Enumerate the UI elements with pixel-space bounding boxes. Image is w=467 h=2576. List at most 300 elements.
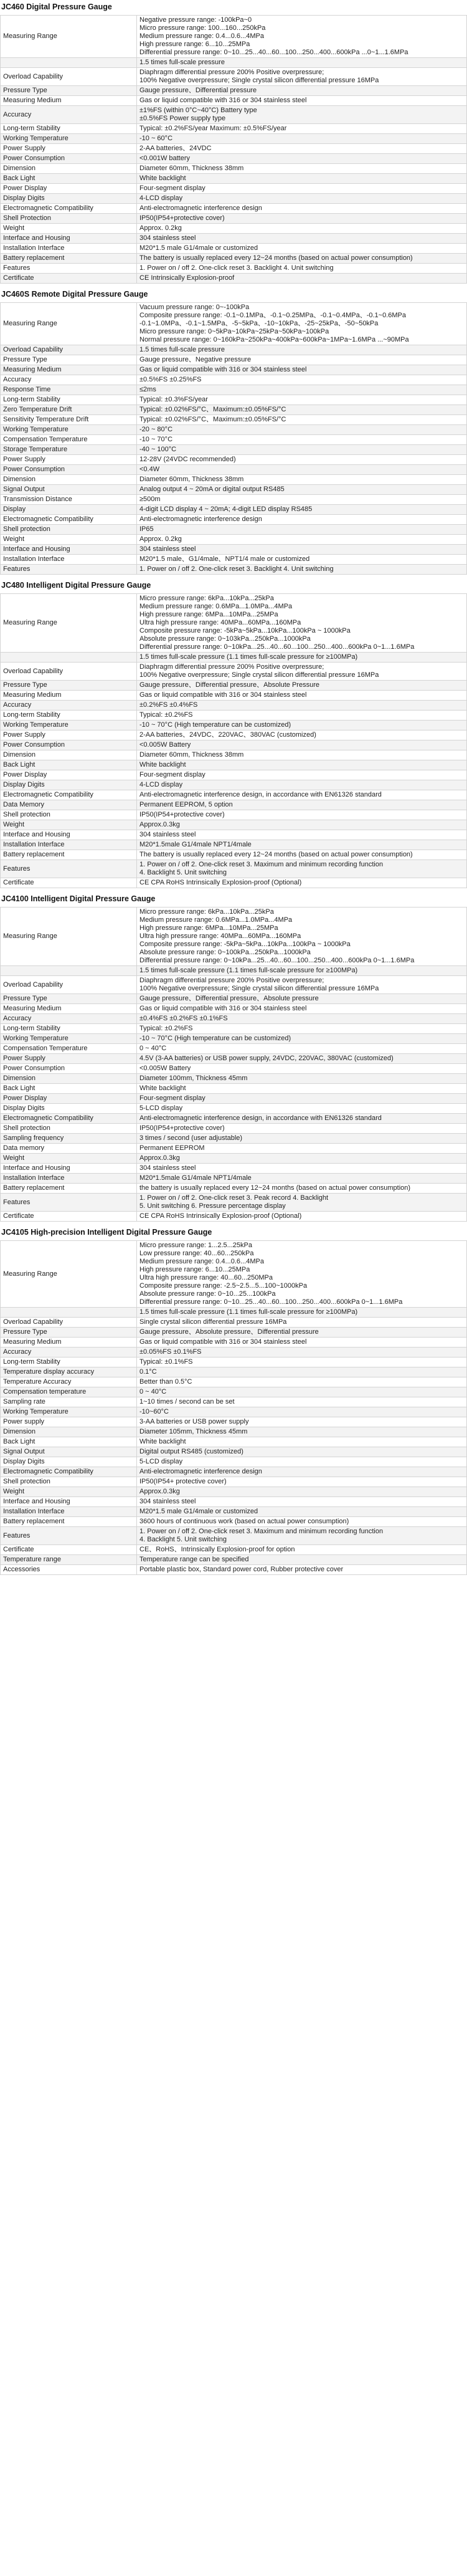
spec-row: [1, 1212, 467, 1222]
spec-row: [1, 68, 467, 86]
section-title: JC4105 High-precision Intelligent Digital Pressure Gauge: [1, 1228, 212, 1237]
spec-label: Power Display: [1, 184, 137, 194]
spec-label: Features: [1, 1527, 137, 1545]
spec-label: Interface and Housing: [1, 830, 137, 840]
spec-row: [1, 1194, 467, 1212]
spec-value: 1.5 times full-scale pressure (1.1 times full-scale pressure for ≥100MPa): [137, 1308, 467, 1318]
spec-label: Signal Output: [1, 1447, 137, 1457]
spec-label: Accuracy: [1, 701, 137, 711]
spec-value: Gas or liquid compatible with 316 or 304 stainless steel: [137, 365, 467, 375]
spec-value: Four-segment display: [137, 1094, 467, 1104]
spec-row: [1, 174, 467, 184]
spec-row: [1, 1241, 467, 1308]
spec-label: Weight: [1, 1487, 137, 1497]
spec-row: [1, 345, 467, 355]
spec-value: Typical: ±0.1%FS: [137, 1357, 467, 1367]
spec-value: Typical: ±0.02%FS/°C、Maximum:±0.05%FS/°C: [137, 405, 467, 415]
spec-value: Permanent EEPROM, 5 option: [137, 800, 467, 810]
spec-label: Display: [1, 505, 137, 515]
spec-value: 1.5 times full-scale pressure (1.1 times full-scale pressure for ≥100MPa): [137, 653, 467, 663]
spec-row: [1, 594, 467, 653]
spec-value: Anti-electromagnetic interference design: [137, 515, 467, 525]
spec-row: [1, 1308, 467, 1318]
spec-row: [1, 1104, 467, 1114]
spec-value: White backlight: [137, 174, 467, 184]
spec-row: [1, 515, 467, 525]
spec-label: Accuracy: [1, 106, 137, 124]
spec-label: Compensation Temperature: [1, 1044, 137, 1054]
spec-row: [1, 1487, 467, 1497]
spec-label: Power Consumption: [1, 740, 137, 750]
spec-value: Typical: ±0.2%FS/year Maximum: ±0.5%FS/year: [137, 124, 467, 134]
spec-value: 0 ~ 40°C: [137, 1044, 467, 1054]
spec-row: [1, 485, 467, 495]
spec-row: [1, 1407, 467, 1417]
spec-value: Anti-electromagnetic interference design, in accordance with EN61326 standard: [137, 1114, 467, 1124]
spec-value: <0.4W: [137, 465, 467, 475]
spec-table: [0, 1240, 467, 1575]
spec-row: [1, 860, 467, 878]
spec-label: Power Supply: [1, 455, 137, 465]
spec-label: Features: [1, 860, 137, 878]
spec-label: Battery replacement: [1, 850, 137, 860]
spec-value: Typical: ±0.3%FS/year: [137, 395, 467, 405]
spec-value: Micro pressure range: 6kPa...10kPa...25kPa Medium pressure range: 0.6MPa...1.0MPa...4MPa High pressure range: 6MPa...10MPa...25MPa Ultra high pressure range: 40MPa...60MPa...160MPa Composite pressure range: -5kPa~5kPa...10kPa...100kPa ~ 1000kPa Absolute pressure range: 0~103kPa...250kPa...1000kPa Differential pressure range: 0~10kPa...25...40...60...100...250...400...600kPa 0~1...1.6MPa: [137, 594, 467, 653]
spec-label: Power Supply: [1, 730, 137, 740]
section-title: JC460 Digital Pressure Gauge: [1, 2, 112, 11]
spec-value: Anti-electromagnetic interference design: [137, 204, 467, 214]
spec-value: 304 stainless steel: [137, 234, 467, 244]
spec-row: [1, 711, 467, 721]
spec-label: Measuring Range: [1, 594, 137, 653]
spec-label: Working Temperature: [1, 1407, 137, 1417]
spec-row: [1, 1338, 467, 1348]
spec-row: [1, 1328, 467, 1338]
spec-value: 2-AA batteries、24VDC: [137, 144, 467, 154]
spec-label: Dimension: [1, 750, 137, 760]
spec-row: [1, 1024, 467, 1034]
spec-value: Portable plastic box, Standard power cord, Rubber protective cover: [137, 1565, 467, 1575]
spec-value: 1. Power on / off 2. One-click reset 3. Maximum and minimum recording function 4. Backlight 5. Unit switching: [137, 1527, 467, 1545]
spec-value: 0 ~ 40°C: [137, 1387, 467, 1397]
spec-row: [1, 555, 467, 565]
spec-label: Power Supply: [1, 144, 137, 154]
spec-label: Display Digits: [1, 780, 137, 790]
spec-label: Accuracy: [1, 375, 137, 385]
spec-value: IP50(IP54+ protective cover): [137, 1477, 467, 1487]
spec-value: Gas or liquid compatible with 316 or 304 stainless steel: [137, 1338, 467, 1348]
spec-row: [1, 840, 467, 850]
spec-row: [1, 1124, 467, 1134]
spec-value: Gas or liquid compatible with 316 or 304 stainless steel: [137, 691, 467, 701]
spec-value: Diameter 105mm, Thickness 45mm: [137, 1427, 467, 1437]
spec-row: [1, 1497, 467, 1507]
spec-row: [1, 750, 467, 760]
spec-label: Weight: [1, 820, 137, 830]
spec-row: [1, 1517, 467, 1527]
spec-row: [1, 465, 467, 475]
spec-row: [1, 565, 467, 575]
spec-section: [0, 287, 467, 575]
spec-row: [1, 691, 467, 701]
spec-label: Working Temperature: [1, 721, 137, 730]
spec-value: Four-segment display: [137, 184, 467, 194]
spec-label: [1, 966, 137, 976]
spec-row: [1, 790, 467, 800]
spec-row: [1, 475, 467, 485]
spec-label: Electromagnetic Compatibility: [1, 204, 137, 214]
spec-label: Measuring Range: [1, 1241, 137, 1308]
spec-value: Negative pressure range: -100kPa~0 Micro pressure range: 100...160...250kPa Medium pressure range: 0.4...0.6...4MPa High pressure range: 6...10...25MPa Differential pressure range: 0~10...25...40...60...100...250...400...600kPa ...0~1...1.6MPa: [137, 16, 467, 58]
spec-row: [1, 701, 467, 711]
spec-label: Working Temperature: [1, 134, 137, 144]
spec-value: Approx.0.3kg: [137, 820, 467, 830]
spec-row: [1, 994, 467, 1004]
spec-row: [1, 355, 467, 365]
section-title: JC480 Intelligent Digital Pressure Gauge: [1, 581, 151, 590]
spec-row: [1, 545, 467, 555]
spec-row: [1, 1427, 467, 1437]
spec-label: Signal Output: [1, 485, 137, 495]
spec-label: Interface and Housing: [1, 1497, 137, 1507]
spec-label: Temperature Accuracy: [1, 1377, 137, 1387]
spec-value: Gauge pressure、Absolute pressure、Differential pressure: [137, 1328, 467, 1338]
spec-value: Typical: ±0.02%FS/°C、Maximum:±0.05%FS/°C: [137, 415, 467, 425]
spec-label: Accuracy: [1, 1014, 137, 1024]
spec-row: [1, 204, 467, 214]
spec-label: Long-term Stability: [1, 1024, 137, 1034]
spec-label: Power Consumption: [1, 1064, 137, 1074]
spec-label: Power Display: [1, 1094, 137, 1104]
spec-label: Dimension: [1, 475, 137, 485]
spec-label: [1, 58, 137, 68]
spec-value: Approx.0.3kg: [137, 1487, 467, 1497]
spec-table: [0, 302, 467, 575]
spec-row: [1, 663, 467, 681]
spec-row: [1, 1357, 467, 1367]
spec-value: -10 ~ 70°C: [137, 435, 467, 445]
spec-row: [1, 194, 467, 204]
spec-value: 0.1°C: [137, 1367, 467, 1377]
spec-label: Installation Interface: [1, 244, 137, 254]
spec-row: [1, 1014, 467, 1024]
section-title: JC460S Remote Digital Pressure Gauge: [1, 290, 148, 299]
spec-row: [1, 1054, 467, 1064]
spec-row: [1, 303, 467, 345]
spec-row: [1, 505, 467, 515]
spec-row: [1, 274, 467, 284]
spec-row: [1, 878, 467, 888]
spec-value: 1.5 times full-scale pressure: [137, 58, 467, 68]
spec-row: [1, 1084, 467, 1094]
spec-value: Digital output RS485 (customized): [137, 1447, 467, 1457]
spec-value: -20 ~ 80°C: [137, 425, 467, 435]
spec-value: 12-28V (24VDC recommended): [137, 455, 467, 465]
spec-label: Long-term Stability: [1, 711, 137, 721]
spec-row: [1, 425, 467, 435]
spec-row: [1, 1367, 467, 1377]
spec-value: <0.001W battery: [137, 154, 467, 164]
spec-label: Overload Capability: [1, 1318, 137, 1328]
spec-row: [1, 385, 467, 395]
spec-row: [1, 234, 467, 244]
spec-value: M20*1.5 male、G1/4male、NPT1/4 male or customized: [137, 555, 467, 565]
spec-row: [1, 405, 467, 415]
spec-label: Interface and Housing: [1, 545, 137, 555]
spec-row: [1, 1555, 467, 1565]
spec-label: Display Digits: [1, 1457, 137, 1467]
spec-label: Back Light: [1, 760, 137, 770]
spec-label: Pressure Type: [1, 681, 137, 691]
spec-label: Pressure Type: [1, 86, 137, 96]
spec-section: [0, 0, 467, 284]
spec-label: Back Light: [1, 1084, 137, 1094]
spec-row: [1, 1184, 467, 1194]
spec-value: 4-LCD display: [137, 194, 467, 204]
spec-label: Long-term Stability: [1, 395, 137, 405]
spec-row: [1, 1417, 467, 1427]
spec-row: [1, 850, 467, 860]
spec-row: [1, 1457, 467, 1467]
spec-value: White backlight: [137, 1437, 467, 1447]
spec-value: Analog output 4 ~ 20mA or digital output RS485: [137, 485, 467, 495]
spec-row: [1, 740, 467, 750]
spec-label: Installation Interface: [1, 555, 137, 565]
spec-row: [1, 1064, 467, 1074]
spec-row: [1, 445, 467, 455]
spec-value: Diameter 60mm, Thickness 38mm: [137, 164, 467, 174]
spec-row: [1, 1527, 467, 1545]
spec-row: [1, 1004, 467, 1014]
spec-row: [1, 681, 467, 691]
spec-value: Gas or liquid compatible with 316 or 304 stainless steel: [137, 96, 467, 106]
spec-row: [1, 770, 467, 780]
spec-label: Certificate: [1, 274, 137, 284]
spec-value: 1.5 times full-scale pressure (1.1 times full-scale pressure for ≥100MPa): [137, 966, 467, 976]
spec-label: Overload Capability: [1, 68, 137, 86]
spec-value: Anti-electromagnetic interference design, in accordance with EN61326 standard: [137, 790, 467, 800]
spec-row: [1, 1074, 467, 1084]
spec-row: [1, 721, 467, 730]
spec-value: Gauge pressure、Differential pressure、Absolute Pressure: [137, 681, 467, 691]
spec-value: Permanent EEPROM: [137, 1144, 467, 1154]
spec-value: Gas or liquid compatible with 316 or 304 stainless steel: [137, 1004, 467, 1014]
spec-row: [1, 907, 467, 966]
spec-row: [1, 154, 467, 164]
spec-label: Sampling frequency: [1, 1134, 137, 1144]
spec-row: [1, 1565, 467, 1575]
spec-value: -10 ~ 70°C (High temperature can be customized): [137, 721, 467, 730]
spec-row: [1, 1507, 467, 1517]
spec-label: Measuring Medium: [1, 96, 137, 106]
spec-label: Overload Capability: [1, 345, 137, 355]
spec-label: Power Consumption: [1, 465, 137, 475]
spec-label: Accessories: [1, 1565, 137, 1575]
spec-row: [1, 124, 467, 134]
spec-value: M20*1.5 male G1/4male or customized: [137, 1507, 467, 1517]
spec-label: Measuring Medium: [1, 691, 137, 701]
spec-value: M20*1.5male G1/4male NPT1/4male: [137, 840, 467, 850]
spec-label: Certificate: [1, 878, 137, 888]
spec-value: ≤2ms: [137, 385, 467, 395]
spec-label: Back Light: [1, 174, 137, 184]
spec-label: Power Consumption: [1, 154, 137, 164]
spec-value: 304 stainless steel: [137, 1164, 467, 1174]
spec-label: Dimension: [1, 164, 137, 174]
spec-row: [1, 653, 467, 663]
spec-label: Shell Protection: [1, 214, 137, 224]
spec-value: Better than 0.5°C: [137, 1377, 467, 1387]
spec-value: Diameter 60mm, Thickness 38mm: [137, 750, 467, 760]
spec-row: [1, 1348, 467, 1357]
spec-label: Power Display: [1, 770, 137, 780]
spec-label: Data Memory: [1, 800, 137, 810]
spec-label: Compensation Temperature: [1, 435, 137, 445]
spec-value: Approx.0.3kg: [137, 1154, 467, 1164]
spec-label: Sensitivity Temperature Drift: [1, 415, 137, 425]
spec-label: Weight: [1, 224, 137, 234]
spec-section: [0, 578, 467, 888]
spec-value: 2-AA batteries、24VDC、220VAC、380VAC (customized): [137, 730, 467, 740]
spec-value: Gauge pressure、Differential pressure: [137, 86, 467, 96]
spec-value: 304 stainless steel: [137, 1497, 467, 1507]
spec-value: 1. Power on / off 2. One-click reset 3. Backlight 4. Unit switching: [137, 565, 467, 575]
spec-label: Battery replacement: [1, 254, 137, 264]
spec-row: [1, 1397, 467, 1407]
spec-value: <0.005W Battery: [137, 740, 467, 750]
spec-label: Interface and Housing: [1, 234, 137, 244]
spec-label: Pressure Type: [1, 994, 137, 1004]
spec-row: [1, 525, 467, 535]
spec-value: 4-LCD display: [137, 780, 467, 790]
spec-row: [1, 976, 467, 994]
spec-value: Diameter 100mm, Thickness 45mm: [137, 1074, 467, 1084]
spec-value: ±0.2%FS ±0.4%FS: [137, 701, 467, 711]
spec-label: Data memory: [1, 1144, 137, 1154]
spec-label: Installation Interface: [1, 1507, 137, 1517]
spec-label: Measuring Range: [1, 303, 137, 345]
spec-value: 304 stainless steel: [137, 545, 467, 555]
spec-label: Shell protection: [1, 1477, 137, 1487]
spec-label: Measuring Range: [1, 907, 137, 966]
spec-value: CE CPA RoHS Intrinsically Explosion-proof (Optional): [137, 1212, 467, 1222]
spec-value: -10 ~ 70°C (High temperature can be customized): [137, 1034, 467, 1044]
spec-value: Micro pressure range: 6kPa...10kPa...25kPa Medium pressure range: 0.6MPa...1.0MPa...4MPa High pressure range: 6MPa...10MPa...25MPa Ultra high pressure range: 40MPa...60MPa...160MPa Composite pressure range: -5kPa~5kPa...10kPa...100kPa ~ 1000kPa Absolute pressure range: 0~100kPa...250kPa...1000kPa Differential pressure range: 0~10kPa...25...40...60...100...250...400...600kPa 0~1...1.6MPa: [137, 907, 467, 966]
spec-label: Back Light: [1, 1437, 137, 1447]
spec-label: Features: [1, 1194, 137, 1212]
spec-value: Gauge pressure、Negative pressure: [137, 355, 467, 365]
spec-table: [0, 15, 467, 284]
spec-row: [1, 780, 467, 790]
spec-row: [1, 244, 467, 254]
spec-row: [1, 966, 467, 976]
spec-row: [1, 16, 467, 58]
spec-label: Certificate: [1, 1545, 137, 1555]
spec-label: Features: [1, 264, 137, 274]
spec-table: [0, 907, 467, 1222]
spec-row: [1, 375, 467, 385]
spec-value: Vacuum pressure range: 0~-100kPa Composite pressure range: -0.1~0.1MPa、-0.1~0.25MPa、-0.1~0.4MPa、-0.1~0.6MPa -0.1~1.0MPa、-0.1~1.5MPa、-5~5kPa、-10~10kPa、-25~25kPa、-50~50kPa Micro pressure range: 0~5kPa~10kPa~25kPa~50kPa~100kPa Normal pressure range: 0~160kPa~250kPa~400kPa~600kPa~1MPa~1.6MPa ...~90MPa: [137, 303, 467, 345]
spec-label: Storage Temperature: [1, 445, 137, 455]
spec-table: [0, 593, 467, 888]
spec-value: The battery is usually replaced every 12~24 months (based on actual power consumption): [137, 254, 467, 264]
spec-label: Power Supply: [1, 1054, 137, 1064]
spec-label: Electromagnetic Compatibility: [1, 515, 137, 525]
spec-value: Single crystal silicon differential pressure 16MPa: [137, 1318, 467, 1328]
spec-row: [1, 760, 467, 770]
spec-section: [0, 1225, 467, 1575]
spec-row: [1, 1387, 467, 1397]
spec-label: [1, 653, 137, 663]
spec-label: Battery replacement: [1, 1184, 137, 1194]
spec-value: IP50(IP54+protective cover): [137, 214, 467, 224]
spec-row: [1, 830, 467, 840]
spec-value: CE CPA RoHS Intrinsically Explosion-proof (Optional): [137, 878, 467, 888]
spec-row: [1, 184, 467, 194]
spec-value: 3 times / second (user adjustable): [137, 1134, 467, 1144]
spec-label: Sampling rate: [1, 1397, 137, 1407]
spec-row: [1, 1467, 467, 1477]
spec-row: [1, 365, 467, 375]
spec-row: [1, 1377, 467, 1387]
spec-row: [1, 58, 467, 68]
spec-value: 5-LCD display: [137, 1457, 467, 1467]
spec-value: Typical: ±0.2%FS: [137, 1024, 467, 1034]
spec-label: Working Temperature: [1, 425, 137, 435]
spec-value: 1.5 times full-scale pressure: [137, 345, 467, 355]
spec-label: Shell protection: [1, 525, 137, 535]
spec-row: [1, 134, 467, 144]
spec-value: IP50(IP54+protective cover): [137, 810, 467, 820]
spec-row: [1, 1447, 467, 1457]
spec-row: [1, 214, 467, 224]
spec-label: Overload Capability: [1, 976, 137, 994]
spec-value: <0.005W Battery: [137, 1064, 467, 1074]
spec-value: Typical: ±0.2%FS: [137, 711, 467, 721]
spec-value: 3-AA batteries or USB power supply: [137, 1417, 467, 1427]
spec-row: [1, 1144, 467, 1154]
spec-value: the battery is usually replaced every 12~24 months (based on actual power consumption): [137, 1184, 467, 1194]
spec-row: [1, 455, 467, 465]
spec-value: CE、RoHS、Intrinsically Explosion-proof for option: [137, 1545, 467, 1555]
spec-label: Certificate: [1, 1212, 137, 1222]
spec-row: [1, 415, 467, 425]
spec-label: Weight: [1, 535, 137, 545]
spec-label: Electromagnetic Compatibility: [1, 790, 137, 800]
spec-value: 4.5V (3-AA batteries) or USB power supply, 24VDC, 220VAC, 380VAC (customized): [137, 1054, 467, 1064]
spec-value: Diameter 60mm, Thickness 38mm: [137, 475, 467, 485]
spec-row: [1, 1114, 467, 1124]
spec-value: ±0.4%FS ±0.2%FS ±0.1%FS: [137, 1014, 467, 1024]
spec-label: Temperature range: [1, 1555, 137, 1565]
spec-row: [1, 395, 467, 405]
spec-value: IP65: [137, 525, 467, 535]
spec-label: Measuring Medium: [1, 365, 137, 375]
spec-value: Gauge pressure、Differential pressure、Absolute pressure: [137, 994, 467, 1004]
spec-value: ≥500m: [137, 495, 467, 505]
spec-label: Shell protection: [1, 810, 137, 820]
spec-value: 1. Power on / off 2. One-click reset 3. Maximum and minimum recording function 4. Backlight 5. Unit switching: [137, 860, 467, 878]
spec-value: Approx. 0.2kg: [137, 535, 467, 545]
spec-value: IP50(IP54+protective cover): [137, 1124, 467, 1134]
spec-label: Measuring Range: [1, 16, 137, 58]
spec-label: Accuracy: [1, 1348, 137, 1357]
spec-row: [1, 264, 467, 274]
spec-value: ±1%FS (within 0°C~40°C) Battery type ±0.5%FS Power supply type: [137, 106, 467, 124]
spec-row: [1, 1477, 467, 1487]
spec-label: Pressure Type: [1, 355, 137, 365]
spec-row: [1, 1154, 467, 1164]
